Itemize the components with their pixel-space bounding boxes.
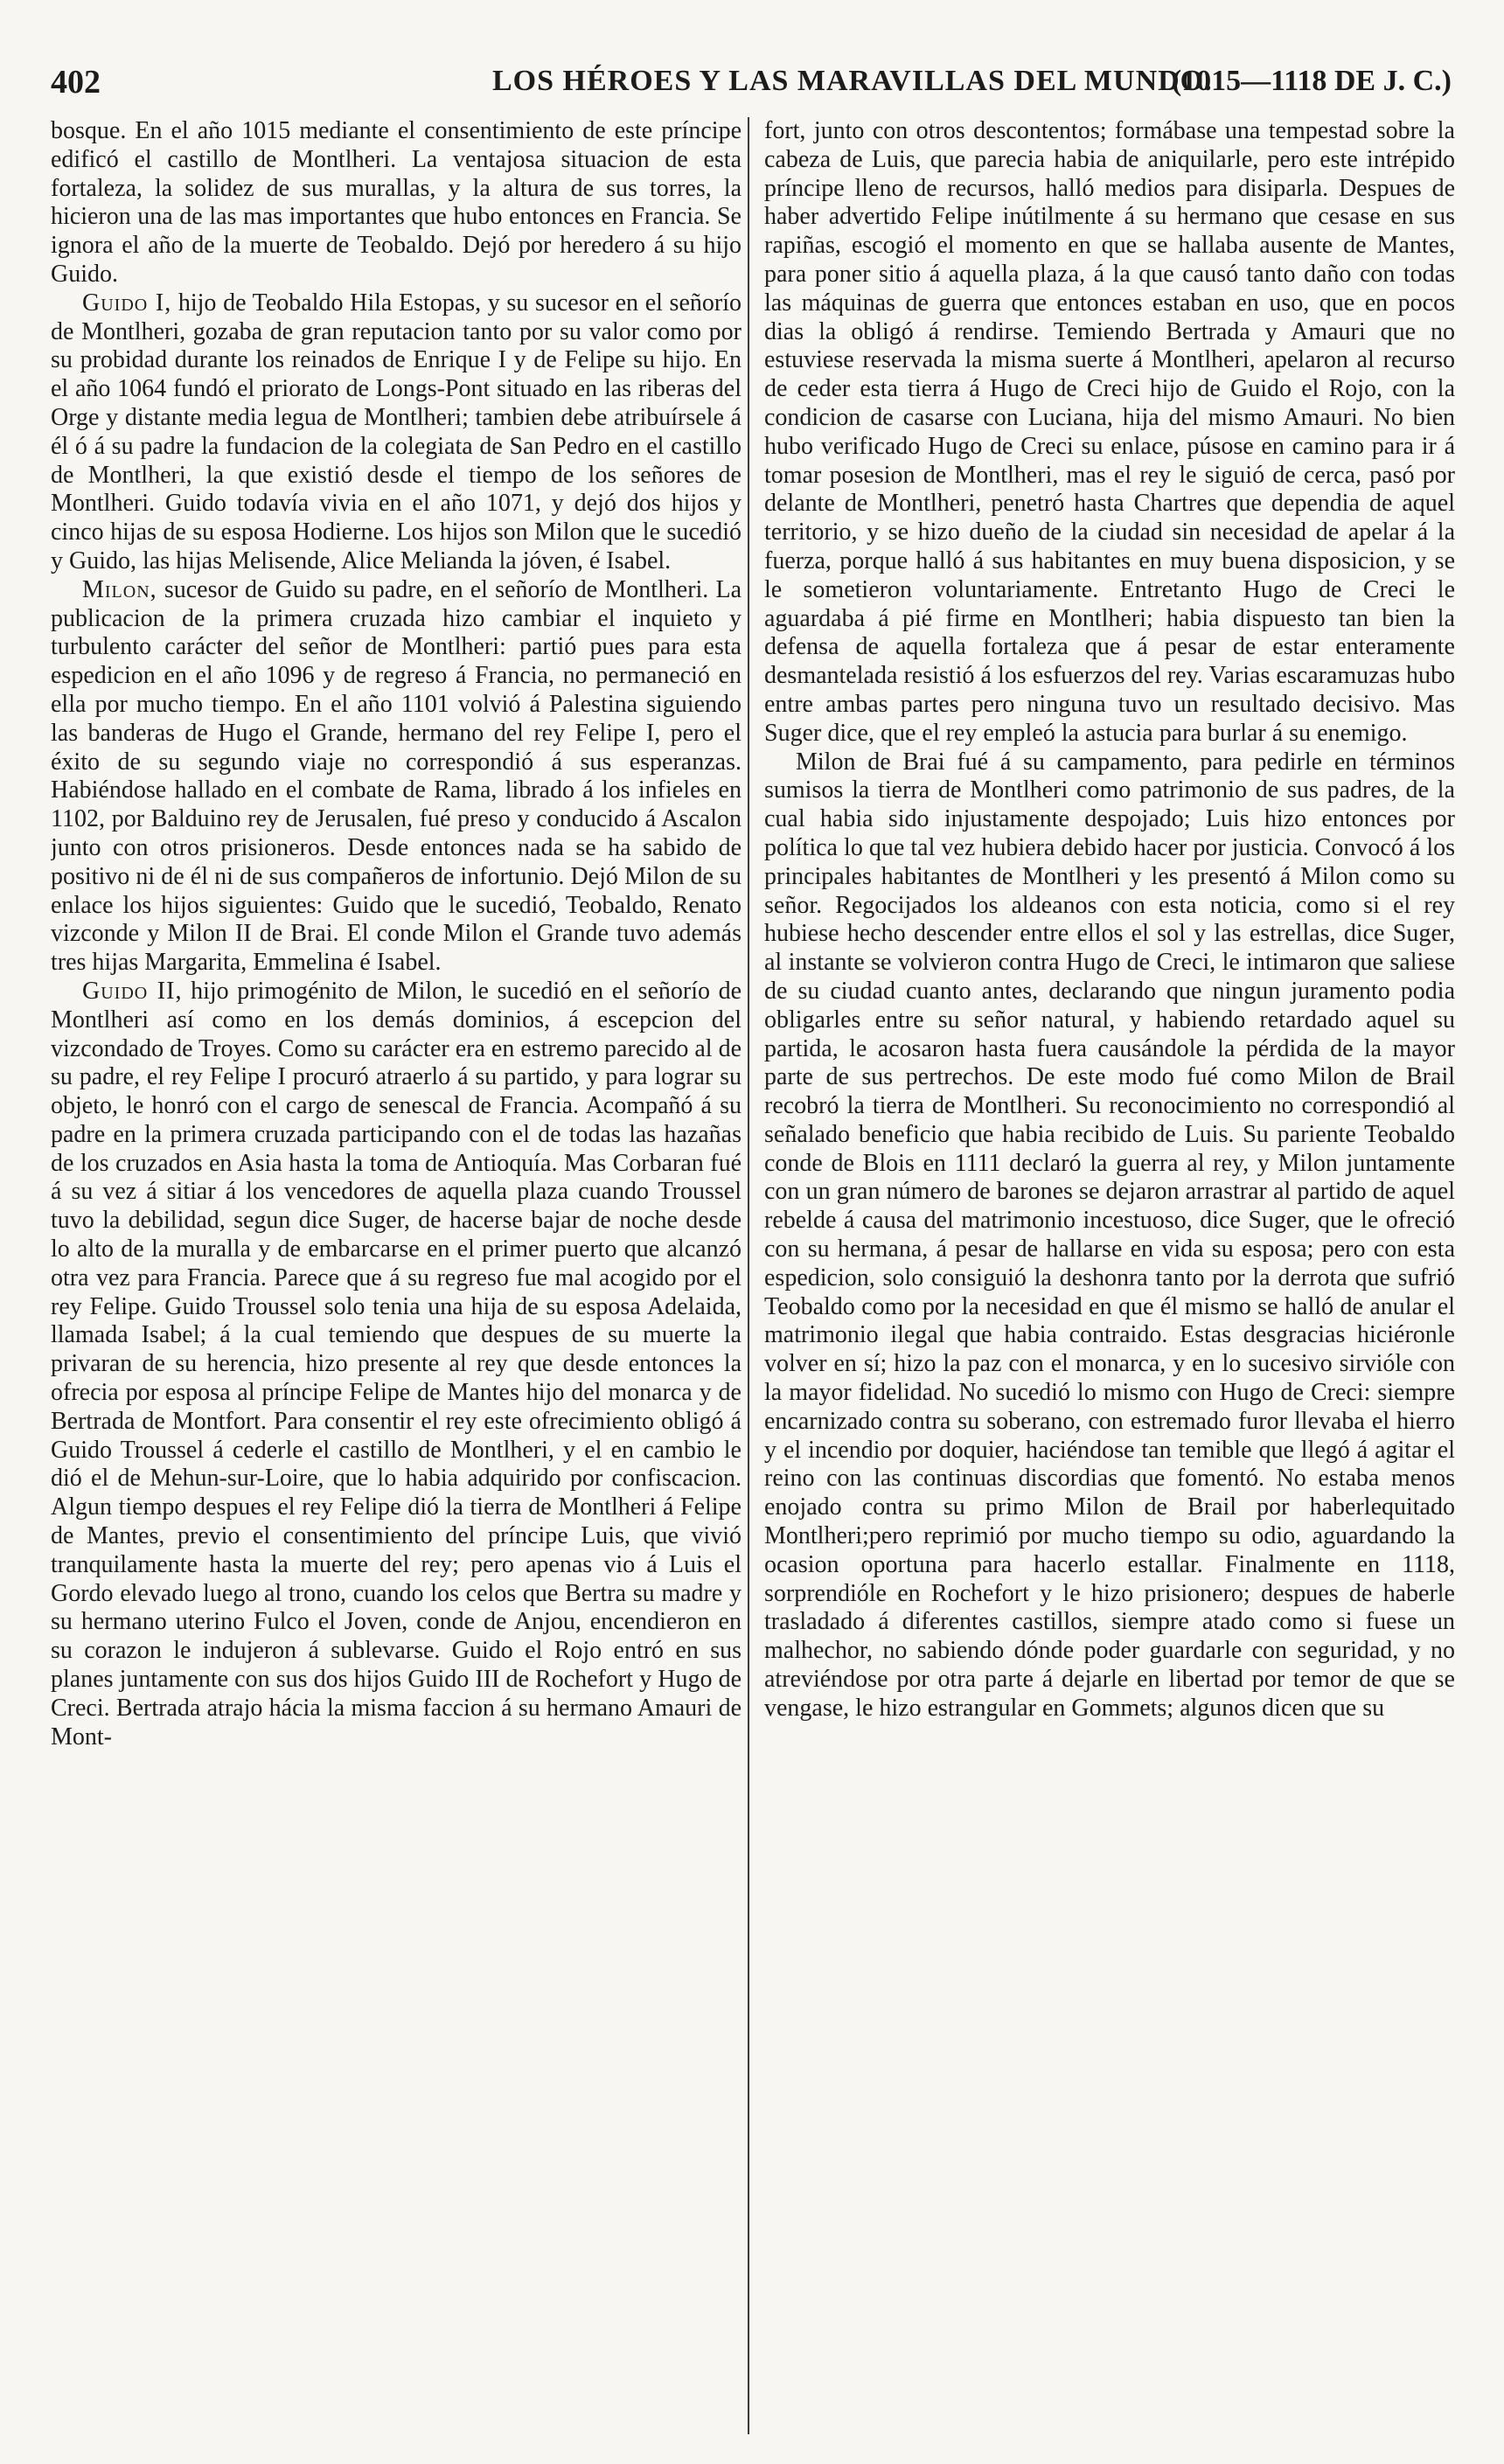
date-range: (1015—1118 DE J. C.) (1171, 65, 1452, 97)
paragraph-text: bosque. En el año 1015 mediante el consentimiento de este príncipe edificó el castillo de Montlheri. La ventajosa situacion de esta fortaleza, la solidez de sus murallas, y la altura de sus torres, la hicieron una de las mas importantes que hubo entonces en Francia. Se ignora el año de la muerte de Teobaldo. Dejó por heredero á su hijo Guido. (51, 117, 742, 288)
left-column (51, 117, 742, 2443)
paragraph-text: hijo primogénito de Milon, le sucedió en el señorío de Montlheri así como en los demás dominios, á escepcion del vizcondado de Troyes. Como su carácter era en estremo parecido al de su padre, el rey Felipe I procuró atraerlo á su partido, y para lograr su objeto, le honró con el cargo de senescal de Francia. Acompañó á su padre en la primera cruzada participando con el de todas las hazañas de los cruzados en Asia hasta la toma de Antioquía. Mas Corbaran fué á su vez á sitiar á los vencedores de aquella plaza cuando Troussel tuvo la debilidad, segun dice Suger, de hacerse bajar de noche desde lo alto de la muralla y de embarcarse en el primer puerto que alcanzó otra vez para Francia. Parece que á su regreso fue mal acogido por el rey Felipe. Guido Troussel solo tenia una hija de su esposa Adelaida, llamada Isabel; á la cual temiendo que despues de su muerte la privaran de su herencia, hizo presente al rey que desde entonces la ofrecia por esposa al príncipe Felipe de Mantes hijo del monarca y de Bertrada de Montfort. Para consentir el rey este ofrecimiento obligó á Guido Troussel á cederle el castillo de Montlheri, y el en cambio le dió el de Mehun-sur-Loire, que lo habia adquirido por confiscacion. Algun tiempo despues el rey Felipe dió la tierra de Montlheri á Felipe de Mantes, previo el consentimiento del príncipe Luis, que vivió tranquilamente hasta la muerte del rey; pero apenas vio á Luis el Gordo elevado luego al trono, cuando los celos que Bertra su madre y su hermano uterino Fulco el Joven, conde de Anjou, encendieron en su corazon le indujeron á sublevarse. Guido el Rojo entró en sus planes juntamente con sus dos hijos Guido III de Rochefort y Hugo de Creci. Bertrada atrajo hácia la misma faccion á su hermano Amauri de Mont- (51, 977, 742, 1751)
paragraph-text: fort, junto con otros descontentos; formábase una tempestad sobre la cabeza de Luis, que parecia habia de aniquilarle, pero este intrépido príncipe lleno de recursos, halló medios para disiparla. Despues de haber advertido Felipe inútilmente á su hermano que cesase en sus rapiñas, escogió el momento en que se hallaba ausente de Mantes, para poner sitio á aquella plaza, á la que causó tanto daño con todas las máquinas de guerra que entonces estaban en uso, que en pocos dias la obligó á rendirse. Temiendo Bertrada y Amauri que no estuviese reservada la misma suerte á Montlheri, apelaron al recurso de ceder esta tierra á Hugo de Creci hijo de Guido el Rojo, con la condicion de casarse con Luciana, hija del mismo Amauri. No bien hubo verificado Hugo de Creci su enlace, púsose en camino para ir á tomar posesion de Montlheri, mas el rey le siguió de cerca, pasó por delante de Montlheri, penetró hasta Chartres que dependia de aquel territorio, y se hizo dueño de la ciudad sin necesidad de apelar á la fuerza, porque halló á sus habitantes en muy buena disposicion, y se le sometieron voluntariamente. Entretanto Hugo de Creci le aguardaba á pié firme en Montlheri; habia dispuesto tan bien la defensa de aquella fortaleza que á pesar de estar enteramente desmantelada resistió á los esfuerzos del rey. Varias escaramuzas hubo entre ambas partes pero ninguna tuvo un resultado decisivo. Mas Suger dice, que el rey empleó la astucia para burlar á su enemigo. (764, 117, 1455, 747)
paragraph (51, 978, 742, 1752)
running-title: LOS HÉROES Y LAS MARAVILLAS DEL MUNDO. (492, 65, 1213, 97)
page-number: 402 (51, 64, 101, 101)
paragraph (51, 576, 742, 978)
paragraph (51, 289, 742, 576)
paragraph (764, 117, 1455, 748)
paragraph-text: Milon de Brai fué á su campamento, para pedirle en términos sumisos la tierra de Montlheri como patrimonio de sus padres, de la cual habia sido injustamente despojado; Luis hizo entonces por política lo que tal vez hubiera debido hacer por justicia. Convocó á los principales habitantes de Montlheri y les presentó á Milon como su señor. Regocijados los aldeanos con esta noticia, como si el rey hubiese hecho descender entre ellos el sol y las estrellas, dice Suger, al instante se volvieron contra Hugo de Creci, le intimaron que saliese de su ciudad cuanto antes, declarando que ningun juramento podia obligarles entre su señor natural, y habiendo retardado aquel su partida, le acosaron hasta fuera causándole la pérdida de la mayor parte de sus pertrechos. De este modo fué como Milon de Brail recobró la tierra de Montlheri. Su reconocimiento no correspondió al señalado beneficio que habia recibido de Luis. Su pariente Teobaldo conde de Blois en 1111 declaró la guerra al rey, y Milon juntamente con un gran número de barones se dejaron arrastrar al partido de aquel rebelde á causa del matrimonio incestuoso, dice Suger, que le ofreció con su hermana, á pesar de hallarse en vida su esposa; pero con esta espedicion, solo consiguió la deshonra tanto por la derrota que sufrió Teobaldo como por la necesidad en que él mismo se halló de anular el matrimonio ilegal que habia contraido. Estas desgracias hiciéronle volver en sí; hizo la paz con el monarca, y en lo sucesivo sirvióle con la mayor fidelidad. No sucedió lo mismo con Hugo de Creci: siempre encarnizado contra su soberano, con estremado furor llevaba el hierro y el incendio por doquier, haciéndose tan temible que llegó á agitar el reino con las continuas discordias que fomentó. No estaba menos enojado contra su primo Milon de Brail por haberlequitado Montlheri;pero reprimió por mucho tiempo su odio, aguardando la ocasion oportuna para hacerlo estallar. Finalmente en 1118, sorprendióle en Rochefort y le hizo prisionero; despues de haberle trasladado á diferentes castillos, siempre atado como si fuese un malhechor, no sabiendo dónde poder guardarle con seguridad, y no atreviéndose por otra parte á dejarle en libertad por temor de que se vengase, le hizo estrangular en Gommets; algunos dicen que su (764, 748, 1455, 1722)
entry-name: Milon, (82, 575, 157, 603)
entry-name: Guido I, (82, 289, 172, 317)
column-divider (748, 117, 749, 2434)
paragraph (51, 117, 742, 289)
paragraph-text: sucesor de Guido su padre, en el señorío de Montlheri. La publicacion de la primera cruzada hizo cambiar el inquieto y turbulento carácter del señor de Montlheri: partió pues para esta espedicion en el año 1096 y de regreso á Francia, no permaneció en ella por mucho tiempo. En el año 1101 volvió á Palestina siguiendo las banderas de Hugo el Grande, hermano del rey Felipe I, pero el éxito de su segundo viaje no correspondió á sus esperanzas. Habiéndose hallado en el combate de Rama, librado á los infieles en 1102, por Balduino rey de Jerusalen, fué preso y conducido á Ascalon junto con otros prisioneros. Desde entonces nada se ha sabido de positivo ni de él ni de sus compañeros de infortunio. Dejó Milon de su enlace los hijos siguientes: Guido que le sucedió, Teobaldo, Renato vizconde y Milon II de Brai. El conde Milon el Grande tuvo además tres hijas Margarita, Emmelina é Isabel. (51, 575, 742, 977)
paragraph (764, 748, 1455, 1723)
paragraph-text: hijo de Teobaldo Hila Estopas, y su sucesor en el señorío de Montlheri, gozaba de gran reputacion tanto por su valor como por su probidad durante los reinados de Enrique I y de Felipe su hijo. En el año 1064 fundó el priorato de Longs-Pont situado en las riberas del Orge y distante media legua de Montlheri; tambien debe atribuírsele á él ó á su padre la fundacion de la colegiata de San Pedro en el castillo de Montlheri, la que existió desde el tiempo de los señores de Montlheri. Guido todavía vivia en el año 1071, y dejó dos hijos y cinco hijas de su esposa Hodierne. Los hijos son Milon que le sucedió y Guido, las hijas Melisende, Alice Melianda la jóven, é Isabel. (51, 289, 742, 574)
right-column (764, 117, 1455, 2443)
page-header (51, 63, 1452, 108)
entry-name: Guido II, (82, 977, 183, 1005)
